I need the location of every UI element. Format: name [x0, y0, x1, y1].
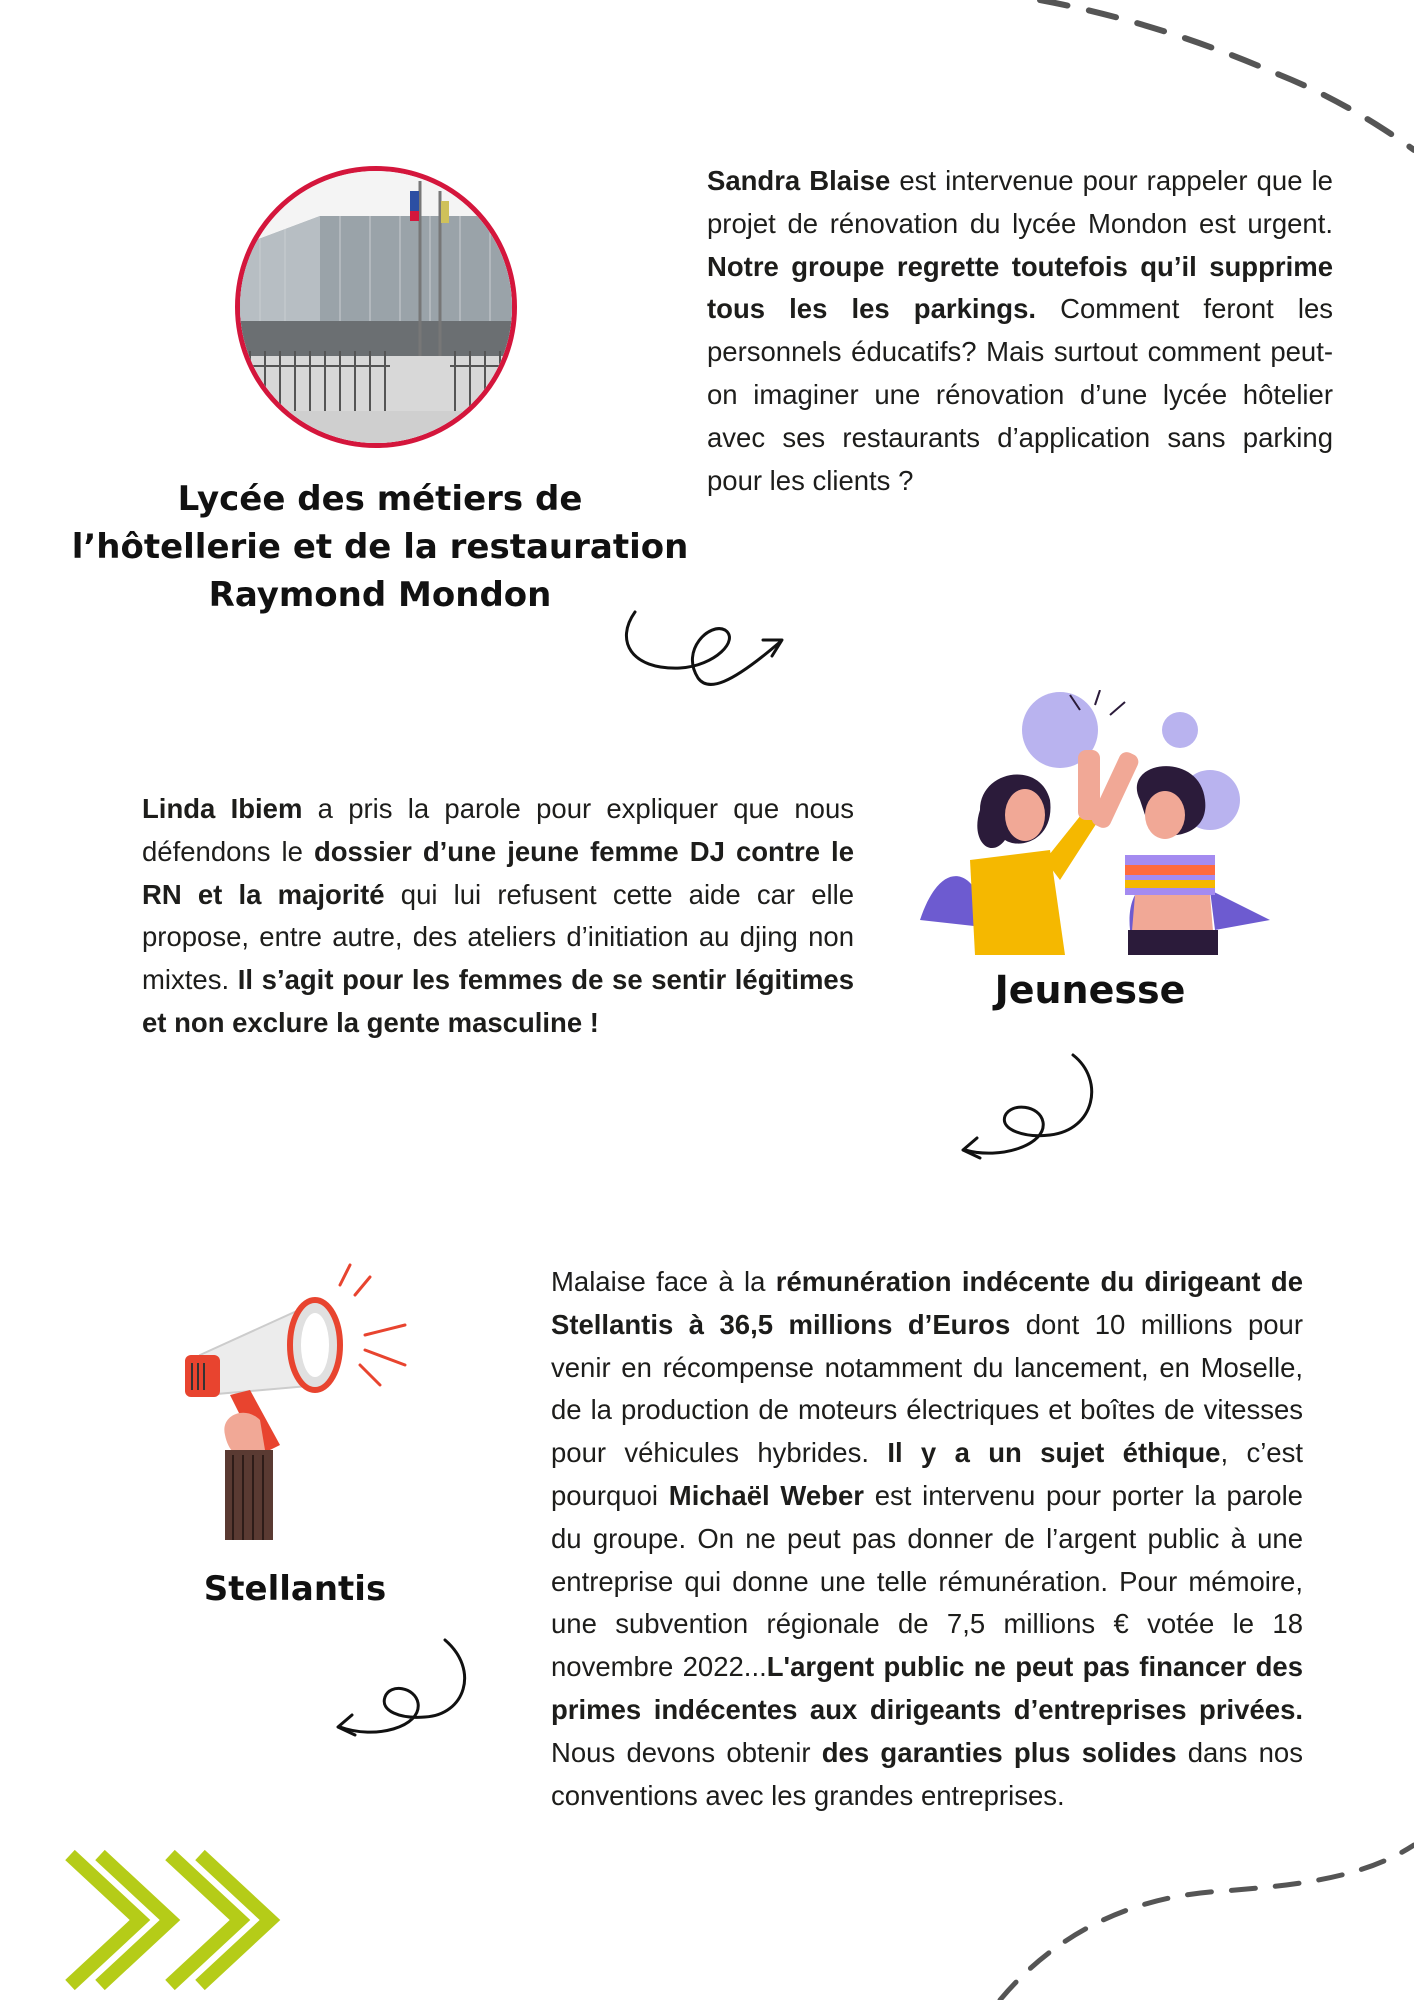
bold-span: L'argent public ne peut pas financer des primes indécentes aux dirigeants d’entreprises privées. [551, 1651, 1303, 1725]
bold-span: Il y a un sujet éthique [887, 1437, 1221, 1469]
lycee-photo [235, 166, 517, 448]
text-span: , c’est pourquoi [551, 1437, 1303, 1511]
curly-arrow-left-icon [955, 1050, 1105, 1170]
double-chevron-icon [60, 1845, 310, 2000]
lycee-title-line-2: l’hôtellerie et de la restauration [71, 527, 689, 567]
speaker-linda-ibiem: Linda Ibiem [142, 793, 303, 824]
speaker-sandra-blaise: Sandra Blaise [707, 165, 891, 196]
bold-span: Notre groupe regrette toutefois qu’il supprime tous les les parkings. [707, 250, 1333, 325]
megaphone-icon [170, 1255, 420, 1540]
dashed-curve-top-right [1000, 0, 1414, 170]
jeunesse-paragraph [142, 788, 854, 1045]
lycee-paragraph [707, 160, 1333, 502]
bold-span: des garanties plus solides [821, 1736, 1177, 1768]
curly-arrow-left-icon-2 [330, 1635, 480, 1750]
bold-span: rémunération indécente du dirigeant de Stellantis à 36,5 millions d’Euros [551, 1266, 1303, 1340]
bold-span: dossier d’une jeune femme DJ contre le RN et la majorité [142, 835, 854, 910]
text-span: a pris la parole pour expliquer que nous défendons le [142, 793, 854, 867]
stellantis-title: Stellantis [203, 1569, 387, 1609]
text-span: Nous devons obtenir [551, 1736, 822, 1768]
lycee-title [60, 475, 700, 619]
text-span: Malaise face à la [551, 1266, 776, 1297]
speaker-michael-weber: Michaël Weber [668, 1479, 864, 1511]
text-span: Comment feront les personnels éducatifs? Mais surtout comment peut-on imaginer une rénovation d’une lycée hôtelier avec ses restaurants d’application sans parking pour les clients ? [707, 293, 1333, 496]
lycee-title-line-1: Lycée des métiers de [177, 479, 583, 519]
text-span: qui lui refusent cette aide car elle propose, entre autre, des ateliers d’initiation au djing non mixtes. [142, 878, 854, 996]
youth-high-five-illustration [910, 690, 1280, 955]
bold-span: Il s’agit pour les femmes de se sentir légitimes et non exclure la gente masculine ! [142, 964, 854, 1038]
jeunesse-title: Jeunesse [994, 968, 1186, 1012]
text-span: est intervenu pour porter la parole du groupe. On ne peut pas donner de l’argent public à une entreprise qui donne une telle rémunération. Pour mémoire, une subvention régionale de 7,5 millions € votée le 18 novembre 2022... [551, 1479, 1303, 1683]
curly-arrow-right-icon [620, 600, 790, 700]
text-span: est intervenue pour rappeler que le projet de rénovation du lycée Mondon est urgent. [707, 165, 1333, 239]
text-span: dans nos conventions avec les grandes entreprises. [551, 1736, 1303, 1811]
text-span: dont 10 millions pour venir en récompense notamment du lancement, en Moselle, de la production de moteurs électriques et boîtes de vitesses pour véhicules hybrides. [551, 1308, 1303, 1469]
stellantis-paragraph [551, 1261, 1303, 1817]
building-illustration [240, 171, 512, 443]
dashed-curve-bottom-right [990, 1820, 1414, 2000]
lycee-title-line-3: Raymond Mondon [208, 575, 552, 615]
